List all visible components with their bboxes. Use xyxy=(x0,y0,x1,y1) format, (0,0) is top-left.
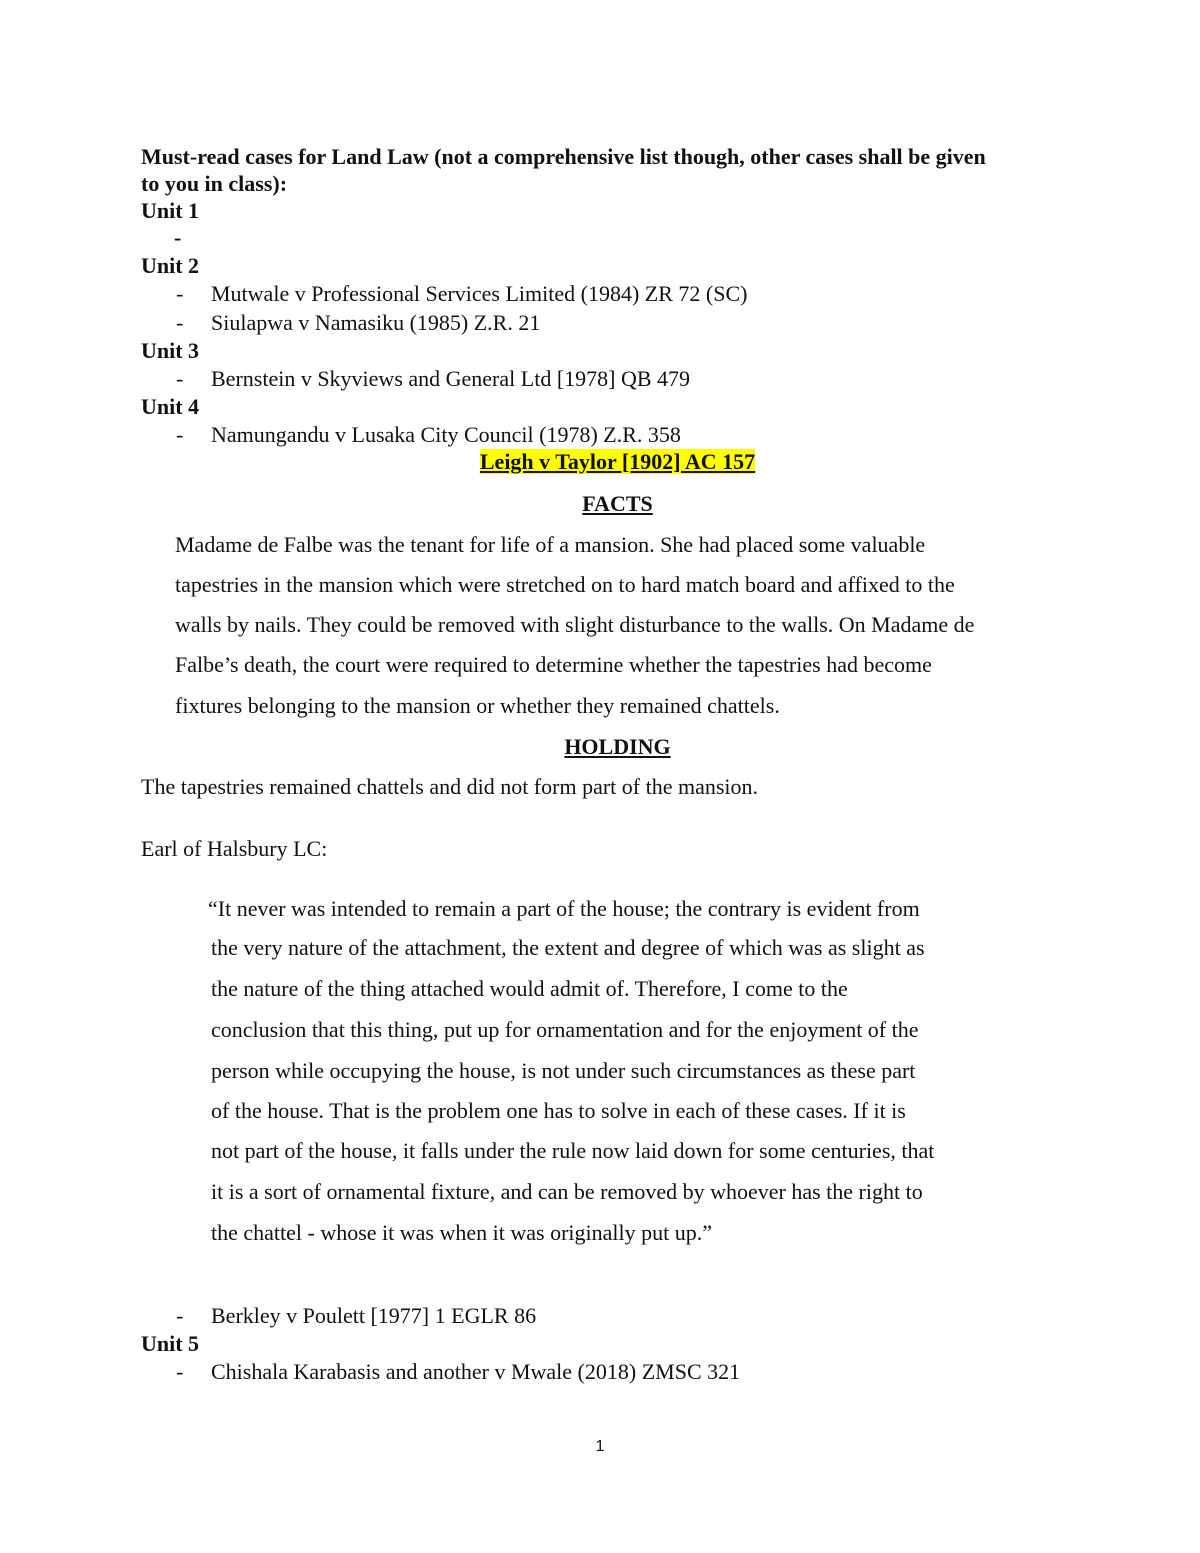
title-line-2: to you in class): xyxy=(141,171,288,196)
bullet: - xyxy=(176,366,184,391)
unit-5-heading: Unit 5 xyxy=(141,1331,200,1356)
facts-line: tapestries in the mansion which were stretched on to hard match board and affixed to the xyxy=(175,572,955,597)
facts-line: fixtures belonging to the mansion or whether they remained chattels. xyxy=(175,693,780,718)
case-title-leigh-v-taylor: Leigh v Taylor [1902] AC 157 xyxy=(479,449,756,474)
case-namungandu: Namungandu v Lusaka City Council (1978) Z.R. 358 xyxy=(211,422,681,447)
case-mutwale: Mutwale v Professional Services Limited (1984) ZR 72 (SC) xyxy=(211,281,748,306)
bullet: - xyxy=(176,422,184,447)
facts-line: Madame de Falbe was the tenant for life of a mansion. She had placed some valuable xyxy=(175,532,926,557)
facts-heading: FACTS xyxy=(582,491,653,516)
quote-line: it is a sort of ornamental fixture, and can be removed by whoever has the right to xyxy=(211,1179,923,1204)
bullet: - xyxy=(176,310,184,335)
quote-line: “It never was intended to remain a part of the house; the contrary is evident from xyxy=(208,896,920,921)
judge-name: Earl of Halsbury LC: xyxy=(141,836,328,861)
holding-text: The tapestries remained chattels and did not form part of the mansion. xyxy=(141,774,759,799)
title-line-1: Must-read cases for Land Law (not a comprehensive list though, other cases shall be given xyxy=(141,144,986,169)
holding-heading: HOLDING xyxy=(564,734,671,759)
quote-line: person while occupying the house, is not under such circumstances as these part xyxy=(211,1058,916,1083)
quote-line: of the house. That is the problem one has to solve in each of these cases. If it is xyxy=(211,1098,906,1123)
bullet: - xyxy=(176,1359,184,1384)
case-title-block xyxy=(0,448,1200,476)
case-bernstein: Bernstein v Skyviews and General Ltd [1978] QB 479 xyxy=(211,366,691,391)
case-siulapwa: Siulapwa v Namasiku (1985) Z.R. 21 xyxy=(211,310,541,335)
quote-line: conclusion that this thing, put up for ornamentation and for the enjoyment of the xyxy=(211,1017,919,1042)
unit-1-heading: Unit 1 xyxy=(141,198,200,223)
bullet: - xyxy=(176,281,184,306)
quote-line: the chattel - whose it was when it was originally put up.” xyxy=(211,1220,712,1245)
facts-line: walls by nails. They could be removed with slight disturbance to the walls. On Madame de xyxy=(175,612,975,637)
unit-3-heading: Unit 3 xyxy=(141,338,200,363)
unit-1-empty-item: - xyxy=(174,225,182,250)
unit-2-heading: Unit 2 xyxy=(141,253,200,278)
facts-line: Falbe’s death, the court were required to determine whether the tapestries had become xyxy=(175,652,932,677)
quote-line: the nature of the thing attached would admit of. Therefore, I come to the xyxy=(211,976,848,1001)
case-berkley: Berkley v Poulett [1977] 1 EGLR 86 xyxy=(211,1303,537,1328)
bullet: - xyxy=(176,1303,184,1328)
quote-line: the very nature of the attachment, the extent and degree of which was as slight as xyxy=(211,935,925,960)
unit-4-heading: Unit 4 xyxy=(141,394,200,419)
case-chishala: Chishala Karabasis and another v Mwale (2018) ZMSC 321 xyxy=(211,1359,741,1384)
page-number: 1 xyxy=(595,1438,605,1455)
quote-line: not part of the house, it falls under the rule now laid down for some centuries, that xyxy=(211,1138,935,1163)
